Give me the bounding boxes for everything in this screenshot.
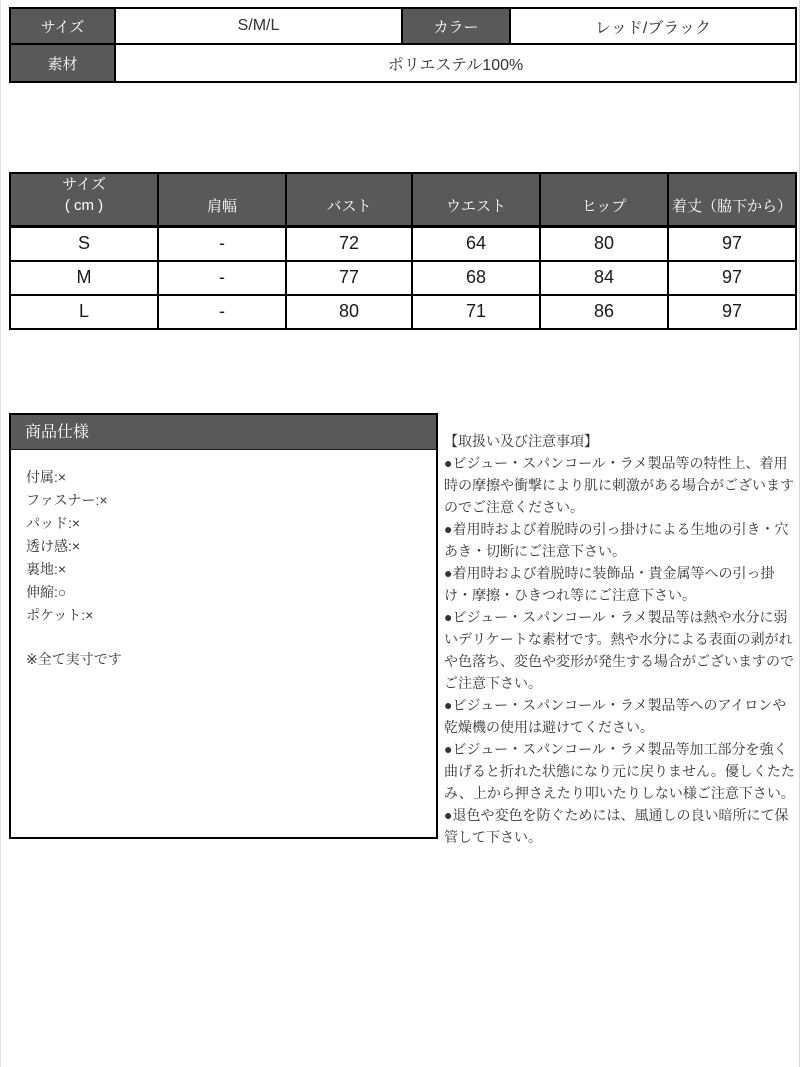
spec-item-accessories: 付属:× bbox=[26, 469, 67, 485]
length-cell: 97 bbox=[668, 227, 796, 261]
spec-item-sheerness: 透け感:× bbox=[26, 538, 81, 554]
spec-item-lining: 裏地:× bbox=[26, 561, 67, 577]
product-spec-box bbox=[9, 413, 438, 839]
care-note-item: ●着用時および着脱時の引っ掛けによる生地の引き・穴あき・切断にご注意下さい。 bbox=[444, 521, 789, 559]
spec-box-body bbox=[11, 450, 436, 687]
care-note-item: ●ビジュー・スパンコール・ラメ製品等の特性上、着用時の摩擦や衝撃により肌に刺激がある場合がございますのでご注意ください。 bbox=[444, 455, 794, 515]
bust-cell: 77 bbox=[286, 261, 412, 295]
hip-cell: 84 bbox=[540, 261, 668, 295]
size-value-cell: S/M/L bbox=[115, 8, 402, 44]
size-label-cell: サイズ bbox=[10, 8, 115, 44]
shoulder-cell: - bbox=[158, 227, 286, 261]
hip-cell: 80 bbox=[540, 227, 668, 261]
care-notes-section bbox=[444, 430, 798, 848]
waist-cell: 68 bbox=[412, 261, 540, 295]
spec-item-pad: パッド:× bbox=[26, 515, 81, 531]
color-value-cell: レッド/ブラック bbox=[510, 8, 796, 44]
product-overview-table bbox=[9, 7, 797, 83]
waist-cell: 64 bbox=[412, 227, 540, 261]
spec-item-stretch: 伸縮:○ bbox=[26, 584, 67, 600]
care-note-item: ●ビジュー・スパンコール・ラメ製品等は熱や水分に弱いデリケートな素材です。熱や水分による表面の剥がれや色落ち、変色や変形が発生する場合がございますのでご注意下さい。 bbox=[444, 609, 794, 691]
header-length: 着丈（脇下から） bbox=[668, 173, 796, 227]
hip-cell: 86 bbox=[540, 295, 668, 329]
size-measurement-table bbox=[9, 172, 797, 330]
size-row-m bbox=[10, 261, 796, 295]
care-note-item: ●ビジュー・スパンコール・ラメ製品等加工部分を強く曲げると折れた状態になり元に戻りません。優しくたたみ、上から押さえたり叩いたりしない様ご注意下さい。 bbox=[444, 741, 795, 801]
size-row-l bbox=[10, 295, 796, 329]
header-shoulder: 肩幅 bbox=[158, 173, 286, 227]
spec-measurement-note: ※全て実寸です bbox=[26, 651, 122, 667]
overview-row-size-color bbox=[10, 8, 796, 44]
size-cell: S bbox=[10, 227, 158, 261]
header-size-line2: ( cm ) bbox=[64, 197, 104, 214]
header-waist: ウエスト bbox=[412, 173, 540, 227]
size-row-s bbox=[10, 227, 796, 261]
bust-cell: 72 bbox=[286, 227, 412, 261]
waist-cell: 71 bbox=[412, 295, 540, 329]
care-note-item: ●ビジュー・スパンコール・ラメ製品等へのアイロンや乾燥機の使用は避けてください。 bbox=[444, 697, 787, 735]
shoulder-cell: - bbox=[158, 261, 286, 295]
header-size-line1: サイズ bbox=[62, 176, 106, 193]
length-cell: 97 bbox=[668, 295, 796, 329]
bust-cell: 80 bbox=[286, 295, 412, 329]
size-cell: M bbox=[10, 261, 158, 295]
care-notes-title: 【取扱い及び注意事項】 bbox=[444, 433, 598, 449]
spec-item-pocket: ポケット:× bbox=[26, 607, 94, 623]
header-bust: バスト bbox=[286, 173, 412, 227]
spec-item-fastener: ファスナー:× bbox=[26, 492, 108, 508]
overview-row-material bbox=[10, 44, 796, 82]
shoulder-cell: - bbox=[158, 295, 286, 329]
length-cell: 97 bbox=[668, 261, 796, 295]
material-value-cell: ポリエステル100% bbox=[115, 44, 796, 82]
material-label-cell: 素材 bbox=[10, 44, 115, 82]
size-cell: L bbox=[10, 295, 158, 329]
care-note-item: ●退色や変色を防ぐためには、風通しの良い暗所にて保管して下さい。 bbox=[444, 807, 789, 845]
header-hip: ヒップ bbox=[540, 173, 668, 227]
header-size-cm bbox=[10, 173, 158, 227]
spec-box-title: 商品仕様 bbox=[11, 415, 436, 450]
color-label-cell: カラー bbox=[402, 8, 510, 44]
care-note-item: ●着用時および着脱時に装飾品・貴金属等への引っ掛け・摩擦・ひきつれ等にご注意下さい。 bbox=[444, 565, 775, 603]
size-table-header-row bbox=[10, 173, 796, 227]
